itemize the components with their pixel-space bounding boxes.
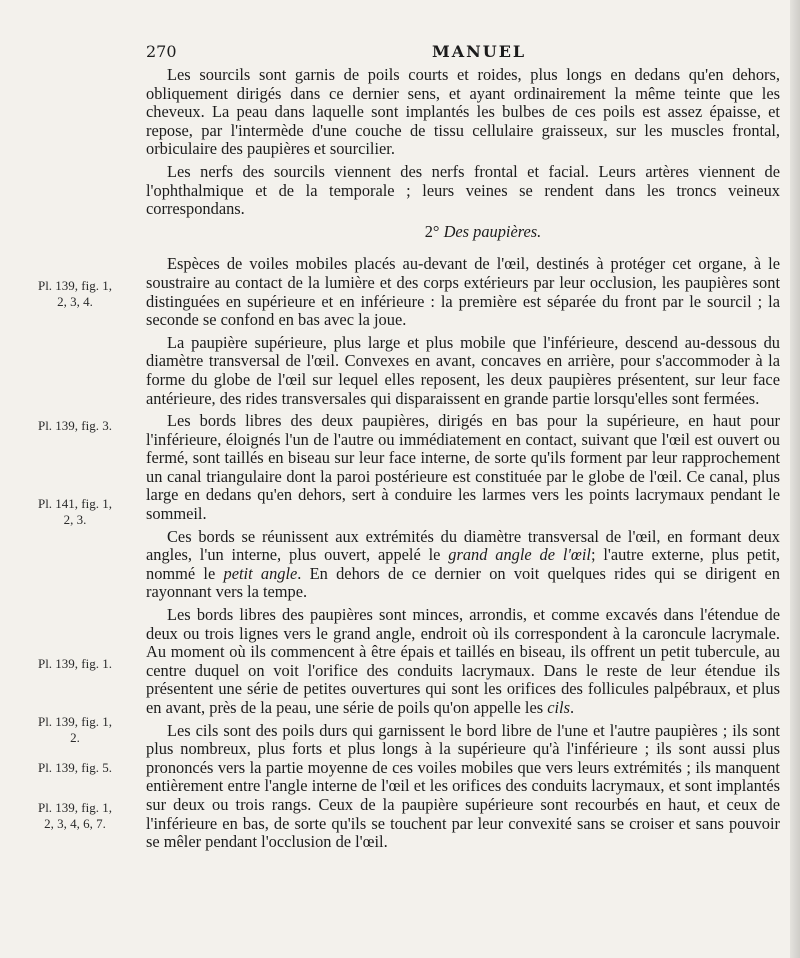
section-title: Des paupières. (443, 221, 542, 241)
paragraph-upper-eyelid: La paupière supérieure, plus large et plus mobile que l'inférieure, descend au-dessous du diamètre transversal de l'œil. Convexes en avant, concaves en arrière, pour s'accommoder à la forme du globe de l'œil sur lequel elles reposent, les deux paupières présentent, sur leur face antérieure, des rides transversales qui disparaissent en grande partie lorsqu'elles sont fermées. (146, 332, 780, 408)
text-run: . (569, 698, 575, 717)
margin-note-line: Pl. 139, fig. 1, (37, 800, 113, 815)
margin-note-line: Pl. 139, fig. 1, (37, 278, 113, 293)
section-number: 2° (424, 221, 440, 241)
margin-note-plate-ref (6, 278, 144, 310)
margin-note-plate-ref (6, 496, 144, 528)
margin-note-line: Pl. 139, fig. 1. (37, 656, 113, 671)
paragraph-eyelids-definition: Espèces de voiles mobiles placés au-devant de l'œil, destinés à protéger cet organe, à le soustraire au contact de la lumière et des corps extérieurs par leur occlusion, les paupières sont distinguées en supérieure et en inférieure : la première est séparée du front par le sourcil ; la seconde se confond en bas avec la joue. (146, 254, 780, 330)
emphasis-cils: cils (547, 698, 570, 717)
text-run: . En dehors de ce dernier on voit quelques rides qui se dirigent en rayonnant vers la tempe. (146, 563, 780, 602)
page-number: 270 (146, 42, 177, 61)
margin-note-plate-ref (6, 760, 144, 776)
emphasis-grand-angle: grand angle de l'œil (448, 545, 591, 565)
margin-note-line: Pl. 139, fig. 1, (37, 714, 113, 729)
page-edge (790, 0, 800, 958)
paragraph-eye-angles (146, 528, 780, 602)
text-run: ; l'autre externe, plus petit, nommé le (146, 545, 780, 583)
margin-note-line: 2. (70, 730, 80, 745)
margin-note-line: 2, 3, 4. (57, 294, 93, 309)
section-heading (146, 223, 780, 242)
text-run: Les bords libres des paupières sont minces, arrondis, et comme excavés dans l'étendue de deux ou trois lignes vers le grand angle, endroit où ils correspondent à la caroncule lacrymale. Au moment où ils commencent à être épais et taillés en biseau, ils offrent un petit tubercule, au centre duquel on voit l'orifice des conduits lacrymaux. Dans le reste de leur étendue ils présentent une série de petites ouvertures qui sont les orifices des follicules palpébraux, et plus en avant, près de la peau, une série de poils qu'on appelle les (146, 605, 780, 717)
margin-note-line: 2, 3. (63, 512, 87, 527)
emphasis-petit-angle: petit angle (223, 563, 298, 583)
page-header (0, 42, 800, 66)
paragraph-eyebrow-hairs: Les sourcils sont garnis de poils courts et roides, plus longs en dedans qu'en dehors, obliquement dirigés dans ce dernier sens, et ayant ordinairement la même teinte que les cheveux. La peau dans laquelle sont implantés les bulbes de ces poils est assez épaisse, et repose, par l'intermède d'une couche de tissu cellulaire graisseux, sur les muscles frontal, orbiculaire des paupières et sourcilier. (146, 65, 780, 159)
margin-note-line: Pl. 139, fig. 3. (37, 418, 113, 433)
margin-note-plate-ref (6, 714, 144, 746)
paragraph-edge-details (146, 606, 780, 718)
running-title: MANUEL (432, 42, 527, 61)
margin-note-plate-ref (6, 418, 144, 434)
paragraph-free-edges: Les bords libres des deux paupières, dirigés en bas pour la supérieure, en haut pour l'inférieure, éloignés l'un de l'autre ou immédiatement en contact, suivant que l'œil est ouvert ou fermé, sont taillés en biseau sur leur face interne, de sorte qu'ils forment par leur rapprochement un canal triangulaire dont la paroi postérieure est constituée par le globe de l'œil. Ce canal, plus large en dedans qu'en dehors, sert à conduire les larmes vers les points lacrymaux pendant le sommeil. (146, 411, 780, 524)
margin-note-plate-ref (6, 800, 144, 832)
text-run: Ces bords se réunissent aux extrémités du diamètre transversal de l'œil, en formant deux angles, l'un interne, plus ouvert, appelé le (146, 526, 780, 565)
margin-note-plate-ref (6, 656, 144, 672)
margin-note-line: 2, 3, 4, 6, 7. (44, 816, 106, 831)
body-text (146, 66, 780, 856)
margin-note-line: Pl. 141, fig. 1, (37, 496, 113, 511)
paragraph-eyebrow-nerves: Les nerfs des sourcils viennent des nerfs frontal et facial. Leurs artères viennent de l'ophthalmique et de la temporale ; leurs veines se rendent dans les troncs veineux correspondans. (146, 161, 780, 219)
paragraph-eyelashes: Les cils sont des poils durs qui garnissent le bord libre de l'une et l'autre paupières ; ils sont plus nombreux, plus forts et plus longs à la supérieure qu'à l'inférieure ; ils sont aussi plus prononcés vers la partie moyenne de ces voiles mobiles que vers leurs extrémités ; ils manquent entièrement entre l'angle interne de l'œil et les orifices des conduits lacrymaux, et sont implantés sur deux ou trois rangs. Ceux de la paupière supérieure sont recourbés en haut, et ceux de l'inférieure en bas, de sorte qu'ils se touchent par leur convexité sans se croiser et sans pouvoir se mêler pendant l'occlusion de l'œil. (146, 720, 780, 852)
margin-note-line: Pl. 139, fig. 5. (37, 760, 113, 775)
